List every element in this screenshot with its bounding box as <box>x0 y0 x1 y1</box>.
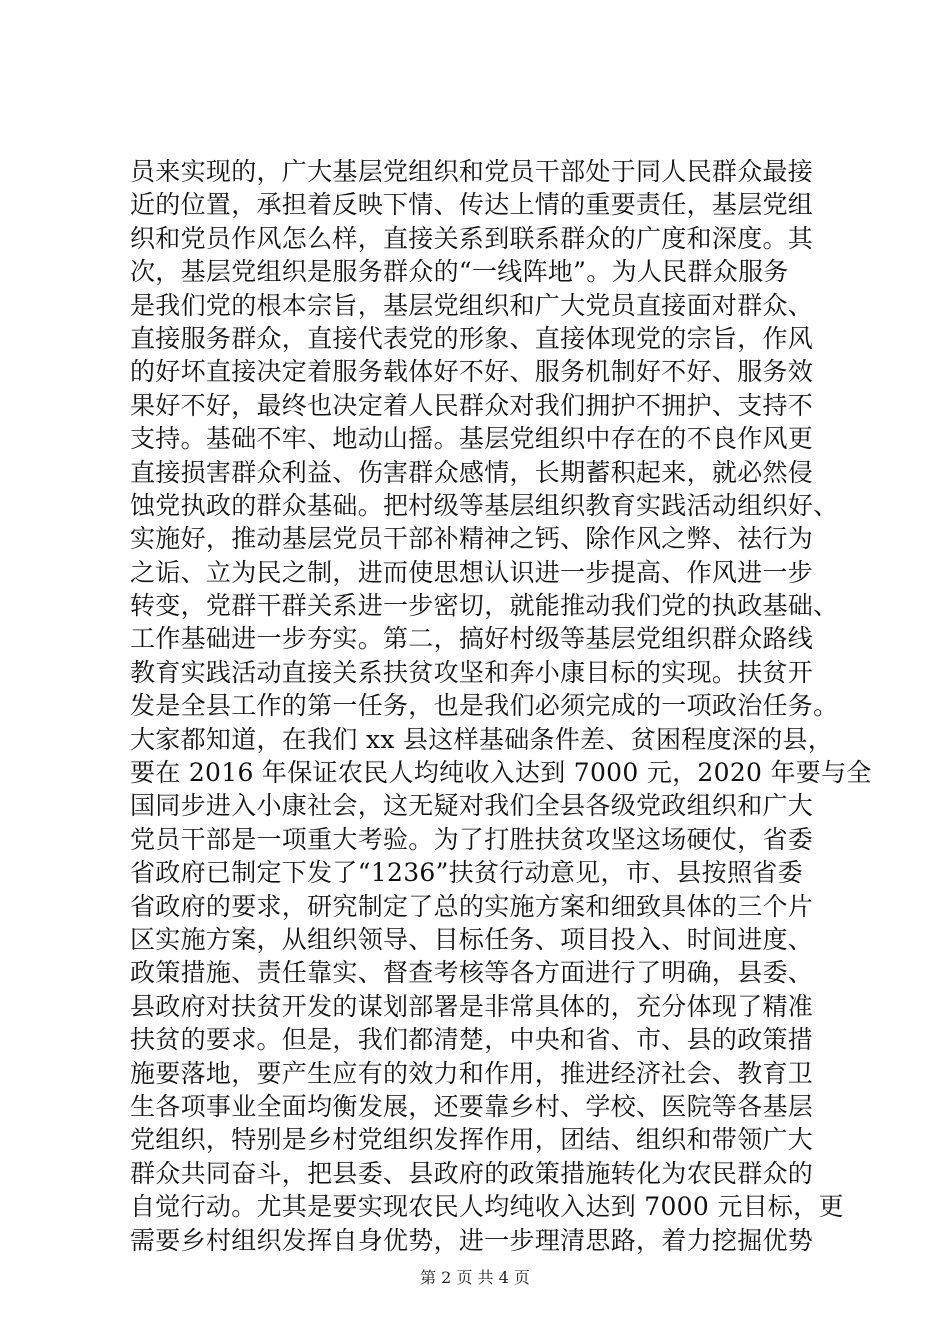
body-line: 工作基础进一步夯实。第二，搞好村级等基层党组织群众路线 <box>130 624 814 654</box>
body-line: 实施好，推动基层党员干部补精神之钙、除作风之弊、祛行为 <box>130 524 814 554</box>
body-line: 群众共同奋斗，把县委、县政府的政策措施转化为农民群众的 <box>130 1158 814 1188</box>
body-line: 自觉行动。尤其是要实现农民人均纯收入达到 7000 元目标，更 <box>130 1192 844 1222</box>
body-line: 施要落地，要产生应有的效力和作用，推进经济社会、教育卫 <box>130 1058 814 1088</box>
body-line: 之诟、立为民之制，进而使思想认识进一步提高、作风进一步 <box>130 557 814 587</box>
body-line: 直接损害群众利益、伤害群众感情，长期蓄积起来，就必然侵 <box>130 457 814 487</box>
body-line: 省政府的要求，研究制定了总的实施方案和细致具体的三个片 <box>130 891 814 921</box>
body-line: 转变，党群干群关系进一步密切，就能推动我们党的执政基础、 <box>130 591 839 621</box>
body-line: 省政府已制定下发了“1236”扶贫行动意见，市、县按照省委 <box>130 858 803 888</box>
page-number-footer: 第 2 页 共 4 页 <box>420 1268 530 1287</box>
body-line: 直接服务群众，直接代表党的形象、直接体现党的宗旨，作风 <box>130 323 814 353</box>
body-line: 织和党员作风怎么样，直接关系到联系群众的广度和深度。其 <box>130 223 814 253</box>
body-line: 国同步进入小康社会，这无疑对我们全县各级党政组织和广大 <box>130 791 814 821</box>
body-line: 扶贫的要求。但是，我们都清楚，中央和省、市、县的政策措 <box>130 1025 814 1055</box>
body-line: 党组织，特别是乡村党组织发挥作用，团结、组织和带领广大 <box>130 1125 814 1155</box>
body-line: 要在 2016 年保证农民人均纯收入达到 7000 元，2020 年要与全 <box>130 758 872 788</box>
body-line: 政策措施、责任靠实、督查考核等各方面进行了明确，县委、 <box>130 958 814 988</box>
body-line: 教育实践活动直接关系扶贫攻坚和奔小康目标的实现。扶贫开 <box>130 657 814 687</box>
body-line: 大家都知道，在我们 xx 县这样基础条件差、贫困程度深的县， <box>130 724 834 754</box>
body-line: 县政府对扶贫开发的谋划部署是非常具体的，充分体现了精准 <box>130 991 814 1021</box>
body-line: 次，基层党组织是服务群众的“一线阵地”。为人民群众服务 <box>130 257 789 287</box>
body-line: 需要乡村组织发挥自身优势，进一步理清思路，着力挖掘优势 <box>130 1225 814 1255</box>
body-line: 的好坏直接决定着服务载体好不好、服务机制好不好、服务效 <box>130 357 814 387</box>
body-line: 支持。基础不牢、地动山摇。基层党组织中存在的不良作风更 <box>130 424 814 454</box>
body-line: 员来实现的，广大基层党组织和党员干部处于同人民群众最接 <box>130 157 814 186</box>
body-line: 区实施方案，从组织领导、目标任务、项目投入、时间进度、 <box>130 924 814 954</box>
body-line: 是我们党的根本宗旨，基层党组织和广大党员直接面对群众、 <box>130 290 814 320</box>
body-line: 党员干部是一项重大考验。为了打胜扶贫攻坚这场硬仗，省委 <box>130 824 814 854</box>
body-line: 蚀党执政的群众基础。把村级等基层组织教育实践活动组织好、 <box>130 490 839 520</box>
body-line: 近的位置，承担着反映下情、传达上情的重要责任，基层党组 <box>130 190 814 220</box>
body-line: 发是全县工作的第一任务，也是我们必须完成的一项政治任务。 <box>130 691 839 721</box>
body-line: 生各项事业全面均衡发展，还要靠乡村、学校、医院等各基层 <box>130 1091 814 1121</box>
body-line: 果好不好，最终也决定着人民群众对我们拥护不拥护、支持不 <box>130 390 814 420</box>
document-body <box>130 155 872 1257</box>
